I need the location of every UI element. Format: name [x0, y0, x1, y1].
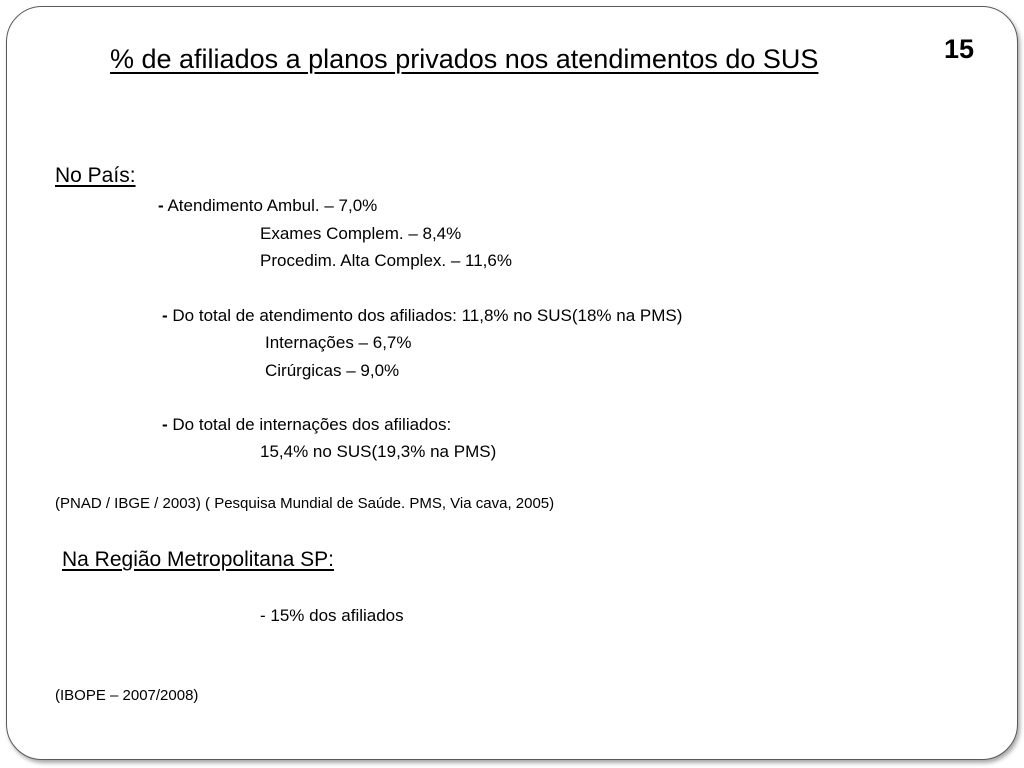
country-group3-line1: [162, 415, 451, 435]
country-group1-line3: Procedim. Alta Complex. – 11,6%: [260, 251, 512, 270]
metro-line1: - 15% dos afiliados: [260, 606, 404, 625]
slide-number: 15: [944, 34, 975, 64]
line-text: Do total de atendimento dos afiliados: 11,8% no SUS(18% na PMS): [172, 306, 683, 325]
slide-title: % de afiliados a planos privados nos atendimentos do SUS: [110, 44, 819, 74]
country-group1-line2: Exames Complem. – 8,4%: [260, 224, 462, 243]
country-group2-line3: Cirúrgicas – 9,0%: [265, 361, 400, 380]
line-text: Do total de internações dos afiliados:: [172, 415, 452, 434]
country-group2-line2: Internações – 6,7%: [265, 333, 412, 352]
country-source: (PNAD / IBGE / 2003) ( Pesquisa Mundial de Saúde. PMS, Via cava, 2005): [55, 495, 555, 512]
bullet-dash: -: [162, 415, 168, 434]
metro-source: (IBOPE – 2007/2008): [55, 687, 199, 704]
bullet-dash: -: [158, 196, 164, 215]
country-group3-line2: 15,4% no SUS(19,3% na PMS): [260, 442, 497, 461]
country-heading: No País:: [55, 164, 136, 187]
line-text: Atendimento Ambul. – 7,0%: [167, 196, 378, 215]
bullet-dash: -: [162, 306, 168, 325]
slide-frame: [6, 6, 1018, 760]
metro-heading: Na Região Metropolitana SP:: [62, 548, 334, 571]
country-group2-line1: [162, 306, 682, 326]
country-group1-line1: [158, 196, 377, 216]
